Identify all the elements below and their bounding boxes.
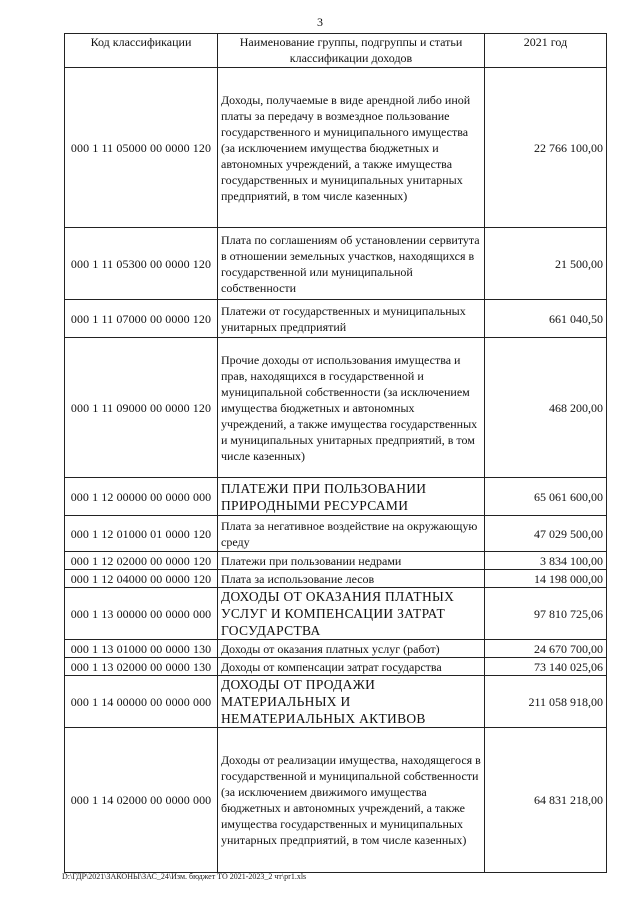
file-path-footer: D:\ГДР\2021\ЗАКОНЫ\ЗАС_24\Изм. бюджет ТО 2021-2023_2 чт\pr1.xls [62,872,307,881]
row-amount: 64 831 218,00 [485,728,607,873]
table-row [65,588,607,640]
row-amount: 65 061 600,00 [485,478,607,516]
header-year: 2021 год [485,34,607,68]
row-code: 000 1 11 05000 00 0000 120 [65,68,218,228]
row-name: Плата по соглашениям об установлении сервитута в отношении земельных участков, находящихся в государственной или муниципальной собственности [218,228,485,300]
row-code: 000 1 11 05300 00 0000 120 [65,228,218,300]
table-row [65,552,607,570]
table-row [65,68,607,228]
table-row [65,516,607,552]
row-name: Платежи от государственных и муниципальных унитарных предприятий [218,300,485,338]
row-amount: 24 670 700,00 [485,640,607,658]
table-row [65,300,607,338]
row-code: 000 1 12 01000 01 0000 120 [65,516,218,552]
row-code: 000 1 12 04000 00 0000 120 [65,570,218,588]
row-amount: 661 040,50 [485,300,607,338]
header-name: Наименование группы, подгруппы и статьи классификации доходов [218,34,485,68]
row-name: Доходы от компенсации затрат государства [218,658,485,676]
table-row [65,640,607,658]
row-code: 000 1 11 07000 00 0000 120 [65,300,218,338]
page-number: 3 [317,15,323,29]
row-name: ДОХОДЫ ОТ ПРОДАЖИ МАТЕРИАЛЬНЫХ И НЕМАТЕРИАЛЬНЫХ АКТИВОВ [218,676,485,728]
row-amount: 73 140 025,06 [485,658,607,676]
revenue-table [64,33,607,873]
row-amount: 21 500,00 [485,228,607,300]
row-code: 000 1 12 02000 00 0000 120 [65,552,218,570]
row-code: 000 1 12 00000 00 0000 000 [65,478,218,516]
row-name: Платежи при пользовании недрами [218,552,485,570]
table-row [65,570,607,588]
row-name: Плата за негативное воздействие на окружающую среду [218,516,485,552]
row-code: 000 1 13 01000 00 0000 130 [65,640,218,658]
row-name: Плата за использование лесов [218,570,485,588]
header-code: Код классификации [65,34,218,68]
table-row [65,338,607,478]
row-name: ПЛАТЕЖИ ПРИ ПОЛЬЗОВАНИИ ПРИРОДНЫМИ РЕСУРСАМИ [218,478,485,516]
row-amount: 47 029 500,00 [485,516,607,552]
row-code: 000 1 13 02000 00 0000 130 [65,658,218,676]
row-name: Доходы, получаемые в виде арендной либо иной платы за передачу в возмездное пользование государственного и муниципального имущества (за исключением имущества бюджетных и автономных учреждений, а также имущества государственных и муниципальных унитарных предприятий, в том числе казенных) [218,68,485,228]
row-amount: 14 198 000,00 [485,570,607,588]
row-amount: 22 766 100,00 [485,68,607,228]
table-row [65,228,607,300]
row-amount: 211 058 918,00 [485,676,607,728]
row-name: ДОХОДЫ ОТ ОКАЗАНИЯ ПЛАТНЫХ УСЛУГ И КОМПЕНСАЦИИ ЗАТРАТ ГОСУДАРСТВА [218,588,485,640]
row-name: Доходы от реализации имущества, находящегося в государственной и муниципальной собственности (за исключением движимого имущества бюджетных и автономных учреждений, а также имущества государственных и муниципальных унитарных предприятий, в том числе казенных) [218,728,485,873]
row-name: Прочие доходы от использования имущества и прав, находящихся в государственной и муниципальной собственности (за исключением имущества бюджетных и автономных учреждений, а также имущества государственных и муниципальных унитарных предприятий, в том числе казенных) [218,338,485,478]
row-name: Доходы от оказания платных услуг (работ) [218,640,485,658]
table-row [65,658,607,676]
table-header-row [65,34,607,68]
table-row [65,676,607,728]
row-code: 000 1 11 09000 00 0000 120 [65,338,218,478]
row-code: 000 1 14 02000 00 0000 000 [65,728,218,873]
row-code: 000 1 13 00000 00 0000 000 [65,588,218,640]
row-amount: 3 834 100,00 [485,552,607,570]
row-amount: 468 200,00 [485,338,607,478]
row-amount: 97 810 725,06 [485,588,607,640]
row-code: 000 1 14 00000 00 0000 000 [65,676,218,728]
table-row [65,728,607,873]
table-row [65,478,607,516]
